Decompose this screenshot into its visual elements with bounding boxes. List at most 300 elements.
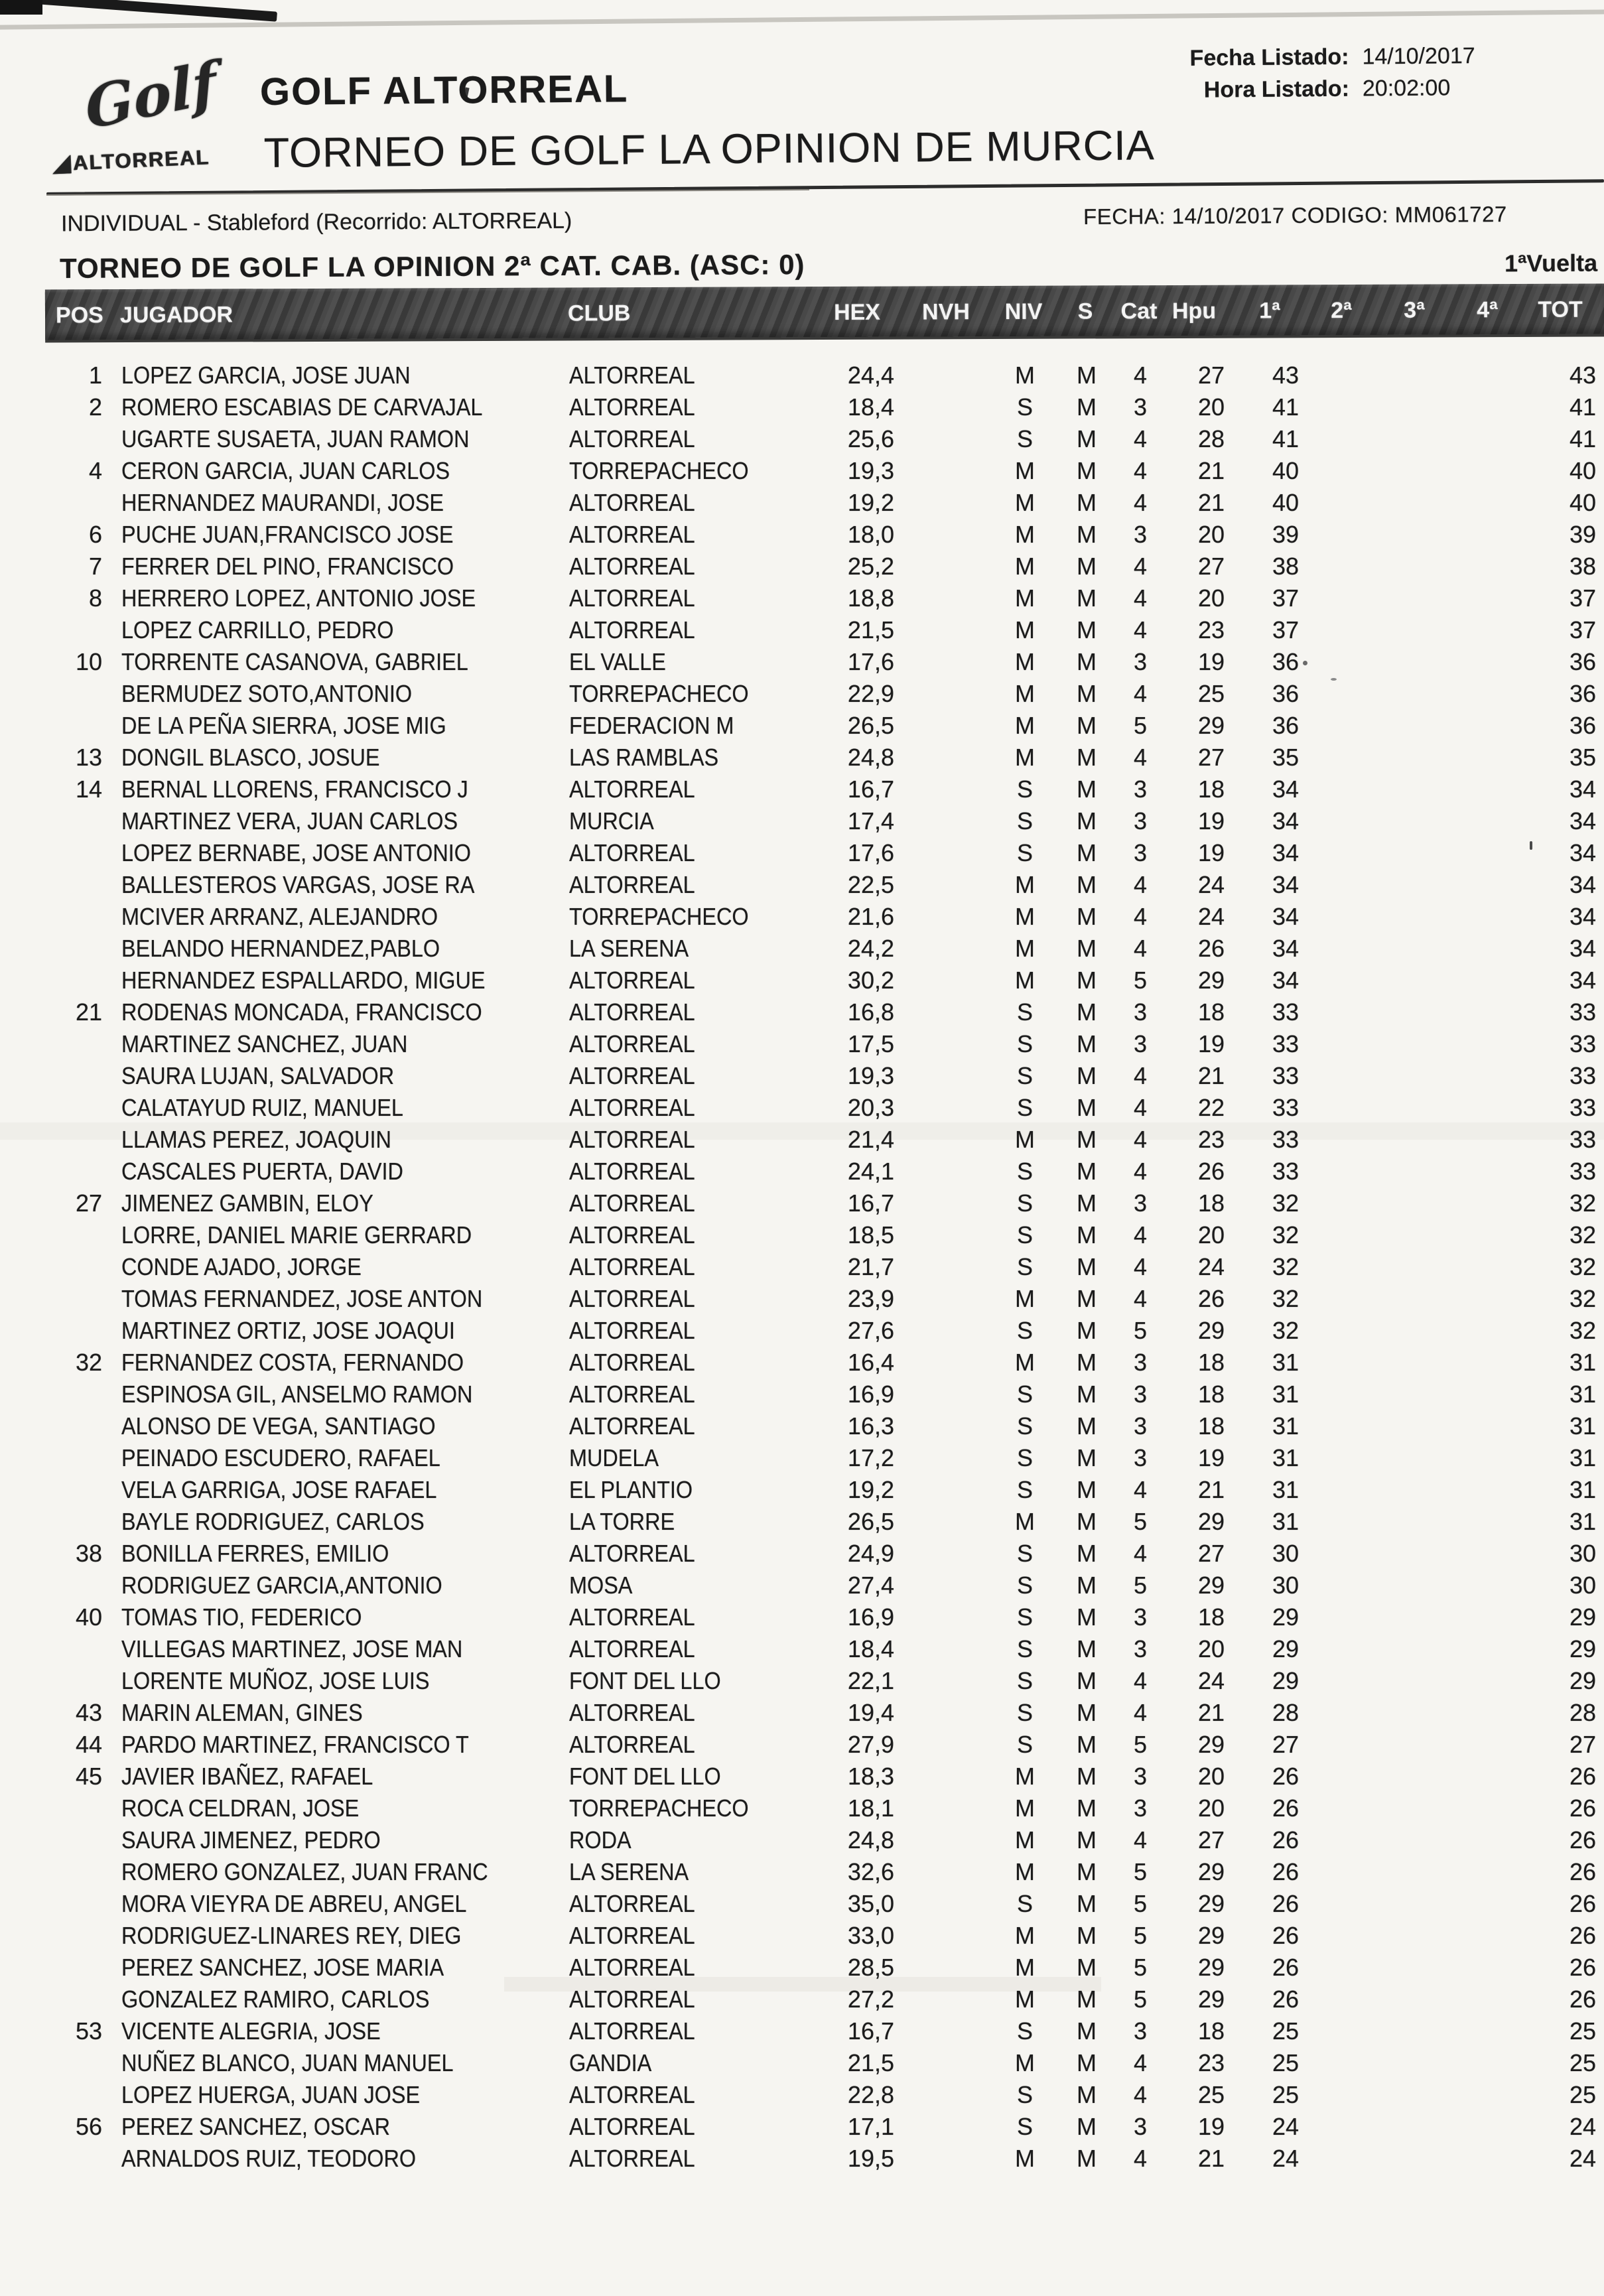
cell-4a [1463, 741, 1516, 773]
table-row [0, 932, 1604, 964]
cell-4a [1463, 1537, 1516, 1569]
cell-s: M [1077, 998, 1097, 1026]
cell-club: ALTORREAL [569, 1699, 695, 1726]
cell-player: LLAMAS PEREZ, JOAQUIN [121, 1126, 391, 1153]
cell-hpu: 26 [1197, 1285, 1225, 1312]
cell-hpu: 29 [1197, 1986, 1225, 2013]
cell-nvh [914, 2078, 980, 2110]
cell-2a [1317, 550, 1370, 582]
cell-niv: M [1015, 1954, 1035, 1981]
cell-cat: 4 [1133, 2145, 1148, 2172]
cell-2a [1317, 1155, 1370, 1187]
cell-3a [1390, 1442, 1443, 1473]
cell-1a: 24 [1272, 2145, 1299, 2172]
cell-tot: 38 [1569, 553, 1596, 580]
cell-4a [1463, 1505, 1516, 1537]
cell-pos [48, 1378, 102, 1410]
table-row [0, 1728, 1604, 1760]
cell-player: PEREZ SANCHEZ, JOSE MARIA [121, 1954, 444, 1981]
cell-pos: 10 [75, 648, 102, 675]
cell-club: MOSA [569, 1572, 633, 1599]
cell-cat: 4 [1133, 1158, 1148, 1185]
cell-nvh [914, 1282, 980, 1314]
cell-hpu: 29 [1197, 967, 1225, 994]
cell-nvh [914, 1728, 980, 1760]
cell-3a [1390, 932, 1443, 964]
cell-s: M [1077, 2017, 1097, 2045]
cell-pos [48, 932, 102, 964]
cell-s: M [1077, 967, 1097, 994]
cell-2a [1317, 1473, 1370, 1505]
cell-tot: 37 [1569, 616, 1596, 643]
cell-pos: 14 [75, 776, 102, 803]
cell-player: LORENTE MUÑOZ, JOSE LUIS [121, 1667, 430, 1694]
cell-1a: 37 [1272, 616, 1299, 643]
cell-cat: 4 [1133, 584, 1148, 612]
cell-niv: M [1015, 1763, 1035, 1790]
cell-4a [1463, 1091, 1516, 1123]
cell-cat: 4 [1133, 553, 1148, 580]
cell-player: LOPEZ CARRILLO, PEDRO [121, 616, 394, 643]
cell-3a [1390, 582, 1443, 614]
cell-niv: S [1016, 1062, 1033, 1089]
cell-1a: 31 [1272, 1476, 1299, 1503]
cell-nvh [914, 1346, 980, 1378]
cell-club: FONT DEL LLO [569, 1667, 721, 1694]
cell-tot: 31 [1569, 1444, 1596, 1471]
cell-1a: 32 [1272, 1221, 1299, 1249]
table-row [0, 614, 1604, 645]
cell-s: M [1077, 1858, 1097, 1885]
cell-nvh [914, 1951, 980, 1983]
cell-1a: 36 [1272, 712, 1299, 739]
cell-cat: 4 [1133, 1699, 1148, 1726]
cell-s: M [1077, 1221, 1097, 1249]
cell-niv: M [1015, 2049, 1035, 2076]
cell-cat: 4 [1133, 680, 1148, 707]
cell-pos [48, 1410, 102, 1442]
cell-hpu: 24 [1197, 903, 1225, 930]
cell-player: RODENAS MONCADA, FRANCISCO [121, 998, 482, 1026]
cell-hpu: 21 [1197, 1476, 1225, 1503]
cell-1a: 32 [1272, 1253, 1299, 1280]
cell-2a [1317, 837, 1370, 868]
cell-2a [1317, 677, 1370, 709]
table-row [0, 1696, 1604, 1728]
cell-niv: M [1015, 680, 1035, 707]
cell-hex: 19,4 [847, 1699, 894, 1726]
cell-4a [1463, 996, 1516, 1028]
cell-club: ALTORREAL [569, 2145, 695, 2172]
cell-3a [1390, 964, 1443, 996]
cell-1a: 31 [1272, 1412, 1299, 1440]
table-row [0, 1410, 1604, 1442]
cell-s: M [1077, 1890, 1097, 1917]
cell-club: ALTORREAL [569, 1603, 695, 1631]
cell-1a: 26 [1272, 1986, 1299, 2013]
cell-4a [1463, 1856, 1516, 1887]
triangle-icon: ◢ [52, 150, 72, 176]
cell-4a [1463, 582, 1516, 614]
cell-hpu: 25 [1197, 2081, 1225, 2108]
cell-cat: 3 [1133, 1763, 1148, 1790]
cell-4a [1463, 423, 1516, 454]
cell-hex: 19,3 [847, 1062, 894, 1089]
cell-1a: 34 [1272, 776, 1299, 803]
cell-tot: 33 [1569, 1062, 1596, 1089]
cell-pos [48, 1155, 102, 1187]
cell-hex: 22,9 [847, 680, 894, 707]
cell-player: UGARTE SUSAETA, JUAN RAMON [121, 425, 470, 452]
cell-hex: 16,3 [847, 1412, 894, 1440]
cell-2a [1317, 1250, 1370, 1282]
cell-2a [1317, 1951, 1370, 1983]
cell-player: JIMENEZ GAMBIN, ELOY [121, 1189, 373, 1217]
cell-4a [1463, 1187, 1516, 1219]
cell-3a [1390, 709, 1443, 741]
cell-niv: S [1016, 1540, 1033, 1567]
cell-1a: 26 [1272, 1858, 1299, 1885]
cell-hpu: 29 [1197, 712, 1225, 739]
cell-1a: 25 [1272, 2017, 1299, 2045]
cell-3a [1390, 1633, 1443, 1664]
cell-hex: 19,2 [847, 1476, 894, 1503]
cell-s: M [1077, 1954, 1097, 1981]
cell-tot: 34 [1569, 903, 1596, 930]
column-header-1: 1ª [1259, 298, 1280, 324]
cell-pos: 13 [75, 744, 102, 771]
cell-hpu: 29 [1197, 1731, 1225, 1758]
cell-hex: 24,2 [847, 935, 894, 962]
table-row [0, 1537, 1604, 1569]
cell-4a [1463, 1664, 1516, 1696]
cell-nvh [914, 932, 980, 964]
cell-2a [1317, 1569, 1370, 1601]
cell-club: ALTORREAL [569, 584, 695, 612]
cell-1a: 34 [1272, 871, 1299, 898]
cell-s: M [1077, 1094, 1097, 1121]
cell-club: TORREPACHECO [569, 903, 749, 930]
page-title: TORNEO DE GOLF LA OPINION DE MURCIA [263, 122, 1156, 176]
cell-hex: 17,5 [847, 1030, 894, 1057]
cell-2a [1317, 1091, 1370, 1123]
cell-1a: 34 [1272, 903, 1299, 930]
cell-niv: M [1015, 362, 1035, 389]
cell-3a [1390, 1824, 1443, 1856]
cell-1a: 39 [1272, 521, 1299, 548]
cell-player: TOMAS TIO, FEDERICO [121, 1603, 362, 1631]
cell-club: RODA [569, 1826, 632, 1854]
table-row [0, 2047, 1604, 2078]
cell-4a [1463, 2078, 1516, 2110]
cell-1a: 29 [1272, 1603, 1299, 1631]
cell-niv: M [1015, 1794, 1035, 1822]
cell-club: ALTORREAL [569, 1094, 695, 1121]
cell-s: M [1077, 1253, 1097, 1280]
cell-hex: 26,5 [847, 712, 894, 739]
column-header-3: 3ª [1404, 297, 1425, 323]
cell-club: MURCIA [569, 807, 654, 835]
cell-4a [1463, 1219, 1516, 1250]
cell-2a [1317, 932, 1370, 964]
cell-3a [1390, 1505, 1443, 1537]
cell-club: ALTORREAL [569, 1381, 695, 1408]
cell-s: M [1077, 393, 1097, 421]
cell-nvh [914, 1410, 980, 1442]
cell-hpu: 29 [1197, 1572, 1225, 1599]
table-row [0, 677, 1604, 709]
cell-4a [1463, 486, 1516, 518]
cell-4a [1463, 1314, 1516, 1346]
cell-2a [1317, 1410, 1370, 1442]
table-row [0, 1951, 1604, 1983]
cell-3a [1390, 1314, 1443, 1346]
cell-pos: 7 [88, 553, 102, 580]
cell-club: LAS RAMBLAS [569, 744, 719, 771]
cell-player: VILLEGAS MARTINEZ, JOSE MAN [121, 1635, 463, 1662]
table-row [0, 1473, 1604, 1505]
cell-hpu: 29 [1197, 1317, 1225, 1344]
table-row [0, 1856, 1604, 1887]
cell-tot: 25 [1569, 2081, 1596, 2108]
cell-hex: 17,1 [847, 2113, 894, 2140]
cell-hex: 16,4 [847, 1349, 894, 1376]
cell-hpu: 29 [1197, 1508, 1225, 1535]
cell-club: ALTORREAL [569, 1954, 695, 1981]
cell-s: M [1077, 1317, 1097, 1344]
cell-player: LORRE, DANIEL MARIE GERRARD [121, 1221, 472, 1249]
cell-nvh [914, 996, 980, 1028]
column-header-4: 4ª [1477, 297, 1498, 323]
cell-2a [1317, 996, 1370, 1028]
cell-cat: 5 [1133, 1890, 1148, 1917]
cell-2a [1317, 1664, 1370, 1696]
cell-hex: 18,0 [847, 521, 894, 548]
cell-tot: 37 [1569, 584, 1596, 612]
cell-nvh [914, 391, 980, 423]
cell-pos [48, 1250, 102, 1282]
table-row [0, 773, 1604, 805]
table-row [0, 1250, 1604, 1282]
cell-4a [1463, 2110, 1516, 2142]
cell-hex: 18,4 [847, 1635, 894, 1662]
cell-1a: 30 [1272, 1572, 1299, 1599]
cell-cat: 4 [1133, 1667, 1148, 1694]
cell-s: M [1077, 1062, 1097, 1089]
cell-cat: 3 [1133, 807, 1148, 835]
cell-hpu: 19 [1197, 648, 1225, 675]
table-row [0, 1123, 1604, 1155]
cell-nvh [914, 900, 980, 932]
cell-player: LOPEZ BERNABE, JOSE ANTONIO [121, 839, 471, 866]
cell-hex: 18,8 [847, 584, 894, 612]
cell-2a [1317, 1442, 1370, 1473]
cell-niv: M [1015, 1986, 1035, 2013]
table-row [0, 996, 1604, 1028]
cell-s: M [1077, 776, 1097, 803]
cell-niv: M [1015, 1285, 1035, 1312]
cell-1a: 31 [1272, 1381, 1299, 1408]
cell-tot: 31 [1569, 1508, 1596, 1535]
cell-hpu: 19 [1197, 1030, 1225, 1057]
cell-nvh [914, 645, 980, 677]
cell-4a [1463, 1282, 1516, 1314]
cell-hex: 33,0 [847, 1922, 894, 1949]
cell-1a: 26 [1272, 1890, 1299, 1917]
cell-1a: 37 [1272, 584, 1299, 612]
cell-tot: 29 [1569, 1635, 1596, 1662]
cell-club: ALTORREAL [569, 1986, 695, 2013]
cell-2a [1317, 964, 1370, 996]
cell-4a [1463, 964, 1516, 996]
cell-niv: S [1016, 2113, 1033, 2140]
cell-nvh [914, 1091, 980, 1123]
table-row [0, 1282, 1604, 1314]
cell-cat: 3 [1133, 2113, 1148, 2140]
cell-player: MARTINEZ VERA, JUAN CARLOS [121, 807, 458, 835]
cell-hpu: 20 [1197, 1763, 1225, 1790]
cell-club: ALTORREAL [569, 2113, 695, 2140]
cell-hex: 27,4 [847, 1572, 894, 1599]
table-row [0, 1442, 1604, 1473]
cell-pos: 6 [88, 521, 102, 548]
cell-nvh [914, 1442, 980, 1473]
cell-3a [1390, 2110, 1443, 2142]
cell-hex: 32,6 [847, 1858, 894, 1885]
cell-nvh [914, 837, 980, 868]
cell-s: M [1077, 1349, 1097, 1376]
cell-1a: 34 [1272, 839, 1299, 866]
cell-pos [48, 1059, 102, 1091]
cell-3a [1390, 1282, 1443, 1314]
cell-hpu: 19 [1197, 807, 1225, 835]
cell-pos [48, 1792, 102, 1824]
cell-player: ARNALDOS RUIZ, TEODORO [121, 2145, 417, 2172]
cell-club: ALTORREAL [569, 1412, 695, 1440]
cell-hpu: 29 [1197, 1922, 1225, 1949]
cell-s: M [1077, 616, 1097, 643]
cell-niv: S [1016, 807, 1033, 835]
cell-club: ALTORREAL [569, 2081, 695, 2108]
cell-player: BERMUDEZ SOTO,ANTONIO [121, 680, 413, 707]
cell-3a [1390, 677, 1443, 709]
cell-niv: M [1015, 521, 1035, 548]
cell-niv: S [1016, 1444, 1033, 1471]
cell-pos [48, 2047, 102, 2078]
cell-s: M [1077, 1635, 1097, 1662]
cell-1a: 25 [1272, 2049, 1299, 2076]
cell-1a: 41 [1272, 425, 1299, 452]
cell-s: M [1077, 2145, 1097, 2172]
cell-cat: 3 [1133, 1444, 1148, 1471]
cell-2a [1317, 1346, 1370, 1378]
cell-2a [1317, 1856, 1370, 1887]
table-row [0, 1760, 1604, 1792]
cell-tot: 29 [1569, 1667, 1596, 1694]
cell-3a [1390, 2015, 1443, 2047]
cell-player: DONGIL BLASCO, JOSUE [121, 744, 380, 771]
cell-3a [1390, 2078, 1443, 2110]
table-row [0, 2015, 1604, 2047]
cell-4a [1463, 1250, 1516, 1282]
cell-pos [48, 709, 102, 741]
cell-tot: 34 [1569, 839, 1596, 866]
cell-3a [1390, 773, 1443, 805]
cell-nvh [914, 2047, 980, 2078]
cell-cat: 5 [1133, 1954, 1148, 1981]
cell-player: CONDE AJADO, JORGE [121, 1253, 362, 1280]
cell-nvh [914, 1123, 980, 1155]
cell-hpu: 20 [1197, 1635, 1225, 1662]
cell-niv: M [1015, 1349, 1035, 1376]
cell-hex: 16,7 [847, 1189, 894, 1217]
cell-1a: 31 [1272, 1349, 1299, 1376]
cell-2a [1317, 805, 1370, 837]
cell-4a [1463, 677, 1516, 709]
cell-player: HERRERO LOPEZ, ANTONIO JOSE [121, 584, 476, 612]
cell-nvh [914, 1856, 980, 1887]
cell-tot: 25 [1569, 2017, 1596, 2045]
cell-hpu: 28 [1197, 425, 1225, 452]
hora-listado-value: 20:02:00 [1362, 75, 1451, 101]
modalidad-line: INDIVIDUAL - Stableford (Recorrido: ALTORREAL) [60, 208, 572, 237]
cell-2a [1317, 359, 1370, 391]
cell-s: M [1077, 1189, 1097, 1217]
cell-niv: S [1016, 776, 1033, 803]
cell-1a: 29 [1272, 1635, 1299, 1662]
cell-cat: 3 [1133, 521, 1148, 548]
cell-2a [1317, 773, 1370, 805]
cell-pos [48, 1887, 102, 1919]
cell-3a [1390, 1059, 1443, 1091]
cell-hex: 21,5 [847, 2049, 894, 2076]
cell-2a [1317, 645, 1370, 677]
cell-1a: 32 [1272, 1285, 1299, 1312]
cell-nvh [914, 1824, 980, 1856]
cell-niv: S [1016, 1189, 1033, 1217]
cell-niv: M [1015, 457, 1035, 484]
cell-s: M [1077, 680, 1097, 707]
cell-niv: S [1016, 839, 1033, 866]
table-row [0, 837, 1604, 868]
cell-4a [1463, 2047, 1516, 2078]
cell-4a [1463, 1410, 1516, 1442]
cell-2a [1317, 868, 1370, 900]
cell-cat: 4 [1133, 1062, 1148, 1089]
cell-club: ALTORREAL [569, 1253, 695, 1280]
cell-2a [1317, 1983, 1370, 2015]
cell-player: PEINADO ESCUDERO, RAFAEL [121, 1444, 440, 1471]
cell-tot: 39 [1569, 521, 1596, 548]
cell-niv: S [1016, 1699, 1033, 1726]
cell-club: ALTORREAL [569, 1922, 695, 1949]
cell-cat: 4 [1133, 425, 1148, 452]
cell-cat: 4 [1133, 1221, 1148, 1249]
cell-s: M [1077, 425, 1097, 452]
cell-3a [1390, 1123, 1443, 1155]
cell-player: JAVIER IBAÑEZ, RAFAEL [121, 1763, 373, 1790]
cell-player: SAURA JIMENEZ, PEDRO [121, 1826, 381, 1854]
cell-s: M [1077, 807, 1097, 835]
cell-player: BALLESTEROS VARGAS, JOSE RA [121, 871, 475, 898]
table-row [0, 1219, 1604, 1250]
cell-s: M [1077, 457, 1097, 484]
cell-hex: 27,9 [847, 1731, 894, 1758]
cell-pos [48, 900, 102, 932]
table-row [0, 645, 1604, 677]
table-row [0, 1187, 1604, 1219]
cell-tot: 30 [1569, 1572, 1596, 1599]
